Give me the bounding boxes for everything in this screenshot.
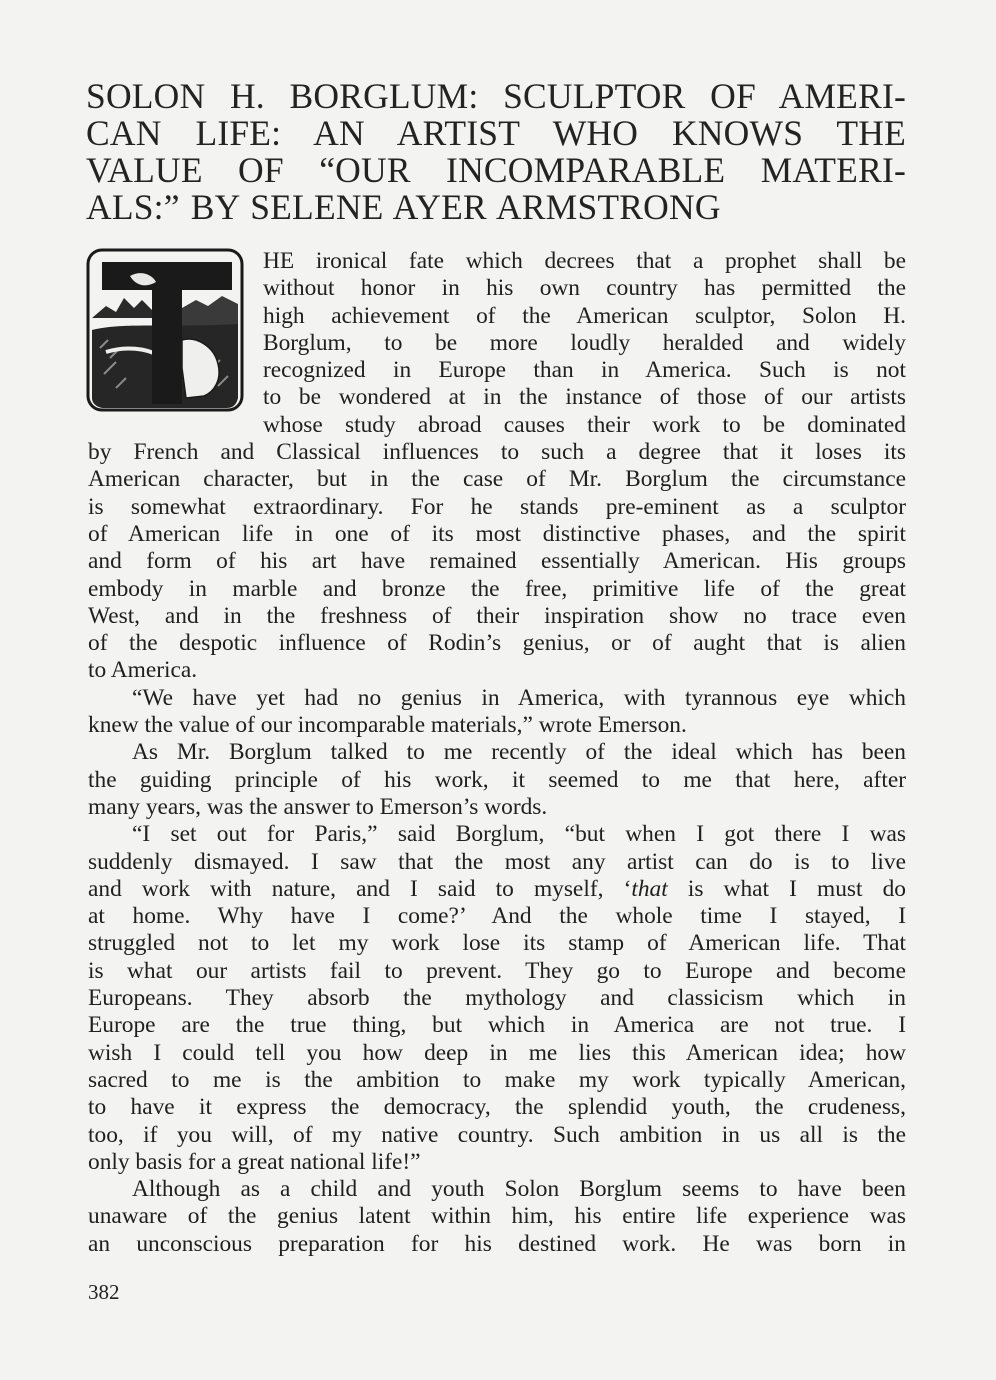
title-line: VALUE OF “OUR INCOMPARABLE MATERI-	[86, 150, 906, 190]
text-line: and form of his art have remained essentially American. His groups	[88, 548, 906, 575]
text-line: As Mr. Borglum talked to me recently of the ideal which has been	[132, 739, 906, 766]
text-line: unaware of the genius latent within him, his entire life experience was	[88, 1203, 906, 1230]
text-line: whose study abroad causes their work to be dominated	[263, 411, 906, 438]
page-number: 382	[88, 1280, 120, 1304]
text-line: only basis for a great national life!”	[88, 1148, 421, 1175]
title-line: CAN LIFE: AN ARTIST WHO KNOWS THE	[86, 113, 906, 153]
text-line: knew the value of our incomparable materials,” wrote Emerson.	[88, 712, 687, 739]
text-line: West, and in the freshness of their inspiration show no trace even	[88, 602, 906, 629]
text-line: “We have yet had no genius in America, with tyrannous eye which	[132, 684, 906, 711]
emphasis-that: that	[631, 875, 668, 902]
text-line: at home. Why have I come?’ And the whole time I stayed, I	[88, 903, 906, 930]
text-line: too, if you will, of my native country. Such ambition in us all is the	[88, 1121, 906, 1148]
text-line: HE ironical fate which decrees that a prophet shall be	[263, 248, 906, 274]
text-line: to be wondered at in the instance of those of our artists	[263, 384, 906, 411]
text-line: sacred to me is the ambition to make my work typically American,	[88, 1066, 906, 1093]
text-line: “I set out for Paris,” said Borglum, “but when I got there I was	[132, 821, 906, 848]
text-line: of the despotic influence of Rodin’s genius, or of aught that is alien	[88, 630, 906, 657]
text-line: to have it express the democracy, the splendid youth, the crudeness,	[88, 1094, 906, 1121]
text-segment: and work with nature, and I said to myself,	[88, 875, 604, 902]
text-line: by French and Classical influences to such a degree that it loses its	[88, 439, 906, 466]
title-line: SOLON H. BORGLUM: SCULPTOR OF AMERI-	[86, 76, 906, 116]
text-line: Europeans. They absorb the mythology and classicism which in	[88, 985, 906, 1012]
text-line: to America.	[88, 657, 198, 684]
text-line: without honor in his own country has permitted the	[263, 275, 906, 302]
text-line: struggled not to let my work lose its stamp of American life. That	[88, 930, 906, 957]
text-line: high achievement of the American sculptor, Solon H.	[263, 302, 906, 329]
article-body	[88, 248, 906, 1258]
text-line: suddenly dismayed. I saw that the most any artist can do is to live	[88, 848, 906, 875]
text-line: American character, but in the case of Mr. Borglum the circumstance	[88, 466, 906, 493]
text-line: of American life in one of its most distinctive phases, and the spirit	[88, 520, 906, 547]
text-line: wish I could tell you how deep in me lies this American idea; how	[88, 1039, 906, 1066]
text-line	[88, 876, 906, 903]
text-line: recognized in Europe than in America. Such is not	[263, 357, 906, 384]
text-line: Although as a child and youth Solon Borglum seems to have been	[132, 1176, 906, 1203]
article-title	[86, 78, 906, 226]
text-line: embody in marble and bronze the free, primitive life of the great	[88, 575, 906, 602]
text-segment: is what I must do	[667, 875, 906, 902]
text-line: the guiding principle of his work, it seemed to me that here, after	[88, 766, 906, 793]
text-line: many years, was the answer to Emerson’s words.	[88, 793, 548, 820]
quote-mark: ‘	[623, 875, 632, 902]
text-line: is what our artists fail to prevent. They go to Europe and become	[88, 957, 906, 984]
text-line: is somewhat extraordinary. For he stands pre-eminent as a sculptor	[88, 493, 906, 520]
drop-cap-letter: T	[86, 248, 87, 249]
text-line: Europe are the true thing, but which in America are not true. I	[88, 1012, 906, 1039]
text-line: Borglum, to be more loudly heralded and widely	[263, 329, 906, 356]
text-line: an unconscious preparation for his destined work. He was born in	[88, 1230, 906, 1257]
title-line: ALS:” BY SELENE AYER ARMSTRONG	[86, 187, 721, 227]
